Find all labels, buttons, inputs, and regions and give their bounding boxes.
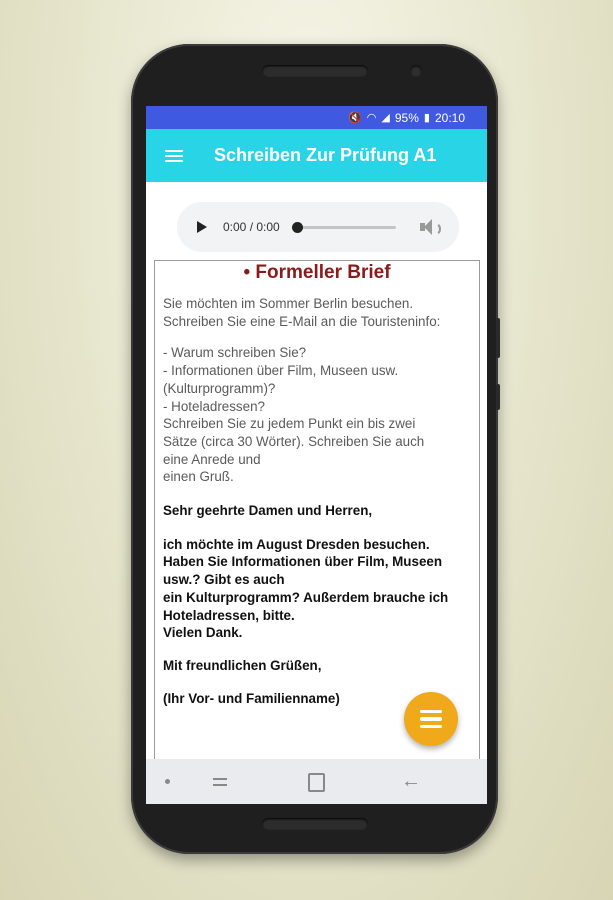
task-line: Schreiben Sie eine E-Mail an die Touristeninfo: — [163, 313, 441, 329]
clock: 20:10 — [434, 110, 465, 125]
recents-icon[interactable] — [210, 772, 230, 792]
play-icon[interactable] — [197, 221, 207, 233]
task-point: einen Gruß. — [163, 469, 234, 485]
home-icon[interactable] — [308, 773, 325, 792]
app-screen — [146, 106, 487, 804]
task-point: - Informationen über Film, Museen usw. — [163, 363, 399, 379]
earpiece-speaker — [262, 65, 368, 77]
task-point: eine Anrede und — [163, 451, 261, 467]
page-title: Schreiben Zur Prüfung A1 — [214, 145, 437, 165]
letter-line: Haben Sie Informationen über Film, Museen — [163, 554, 443, 570]
letter-line: Vielen Dank. — [163, 625, 243, 641]
letter-line: ein Kulturprogramm? Außerdem brauche ich — [163, 589, 449, 605]
letter-line: Hoteladressen, bitte. — [163, 607, 295, 623]
audio-time: 0:00 / 0:00 — [223, 220, 280, 234]
phone-frame — [131, 44, 498, 854]
bottom-speaker — [262, 818, 368, 830]
letter-signature: (Ihr Vor- und Familienname) — [163, 690, 340, 706]
volume-icon[interactable] — [420, 219, 438, 235]
hamburger-icon[interactable] — [165, 150, 183, 162]
letter-line: usw.? Gibt es auch — [163, 572, 285, 588]
task-point: (Kulturprogramm)? — [163, 380, 276, 396]
app-bar — [146, 129, 487, 182]
section-heading: • Formeller Brief — [243, 262, 391, 283]
battery-percent: 95% — [394, 110, 419, 125]
letter-closing: Mit freundlichen Grüßen, — [163, 657, 322, 673]
signal-icon: ◢ — [381, 112, 390, 124]
nav-dot-icon — [165, 779, 170, 784]
mute-icon: 🔇 — [348, 112, 362, 124]
task-point: Schreiben Sie zu jedem Punkt ein bis zwei — [163, 416, 416, 432]
audio-player — [177, 202, 459, 252]
task-point: - Warum schreiben Sie? — [163, 345, 307, 361]
volume-button — [496, 318, 500, 358]
status-bar — [146, 106, 487, 129]
system-nav-bar — [146, 759, 487, 804]
wifi-icon: ◠ — [366, 112, 377, 124]
letter-card — [154, 260, 480, 762]
menu-list-icon[interactable] — [404, 692, 458, 746]
slider-knob[interactable] — [292, 222, 303, 233]
task-point: Sätze (circa 30 Wörter). Schreiben Sie auch — [163, 433, 425, 449]
letter-line: ich möchte im August Dresden besuchen. — [163, 536, 430, 552]
audio-progress-slider[interactable] — [296, 226, 396, 229]
back-icon[interactable]: ← — [401, 770, 421, 792]
task-point: - Hoteladressen? — [163, 398, 265, 414]
task-line: Sie möchten im Sommer Berlin besuchen. — [163, 296, 414, 311]
power-button — [496, 384, 500, 410]
letter-salutation: Sehr geehrte Damen und Herren, — [163, 503, 373, 519]
front-camera — [410, 65, 422, 77]
battery-icon: ▮ — [423, 112, 430, 124]
